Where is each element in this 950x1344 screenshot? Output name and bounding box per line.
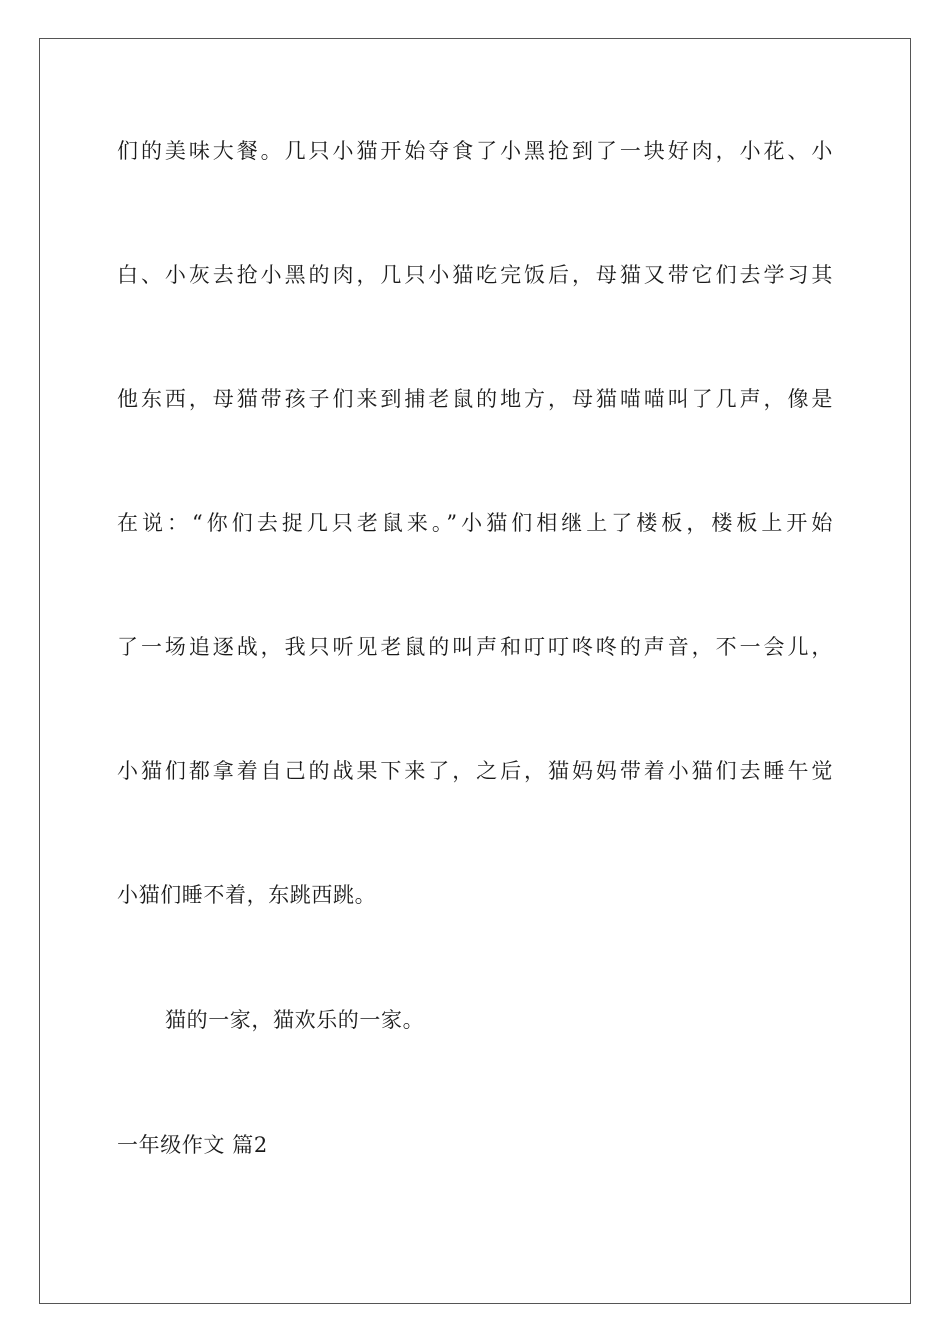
- paragraph-line: 小猫们都拿着自己的战果下来了，之后，猫妈妈带着小猫们去睡午觉: [117, 759, 833, 783]
- paragraph-line: 白、小灰去抢小黑的肉，几只小猫吃完饭后，母猫又带它们去学习其: [117, 263, 833, 287]
- paragraph-line: 了一场追逐战，我只听见老鼠的叫声和叮叮咚咚的声音，不一会儿，: [117, 635, 833, 659]
- paragraph-line: 在说：“你们去捉几只老鼠来。”小猫们相继上了楼板，楼板上开始: [117, 511, 833, 535]
- paragraph-line: 小猫们睡不着，东跳西跳。: [117, 883, 377, 907]
- closing-line: 猫的一家，猫欢乐的一家。: [165, 1008, 425, 1032]
- paragraph-line: 们的美味大餐。几只小猫开始夺食了小黑抢到了一块好肉，小花、小: [117, 139, 833, 163]
- section-heading: 一年级作文 篇2: [117, 1133, 268, 1157]
- page-frame: [39, 38, 911, 1304]
- paragraph-line: 他东西，母猫带孩子们来到捕老鼠的地方，母猫喵喵叫了几声，像是: [117, 387, 833, 411]
